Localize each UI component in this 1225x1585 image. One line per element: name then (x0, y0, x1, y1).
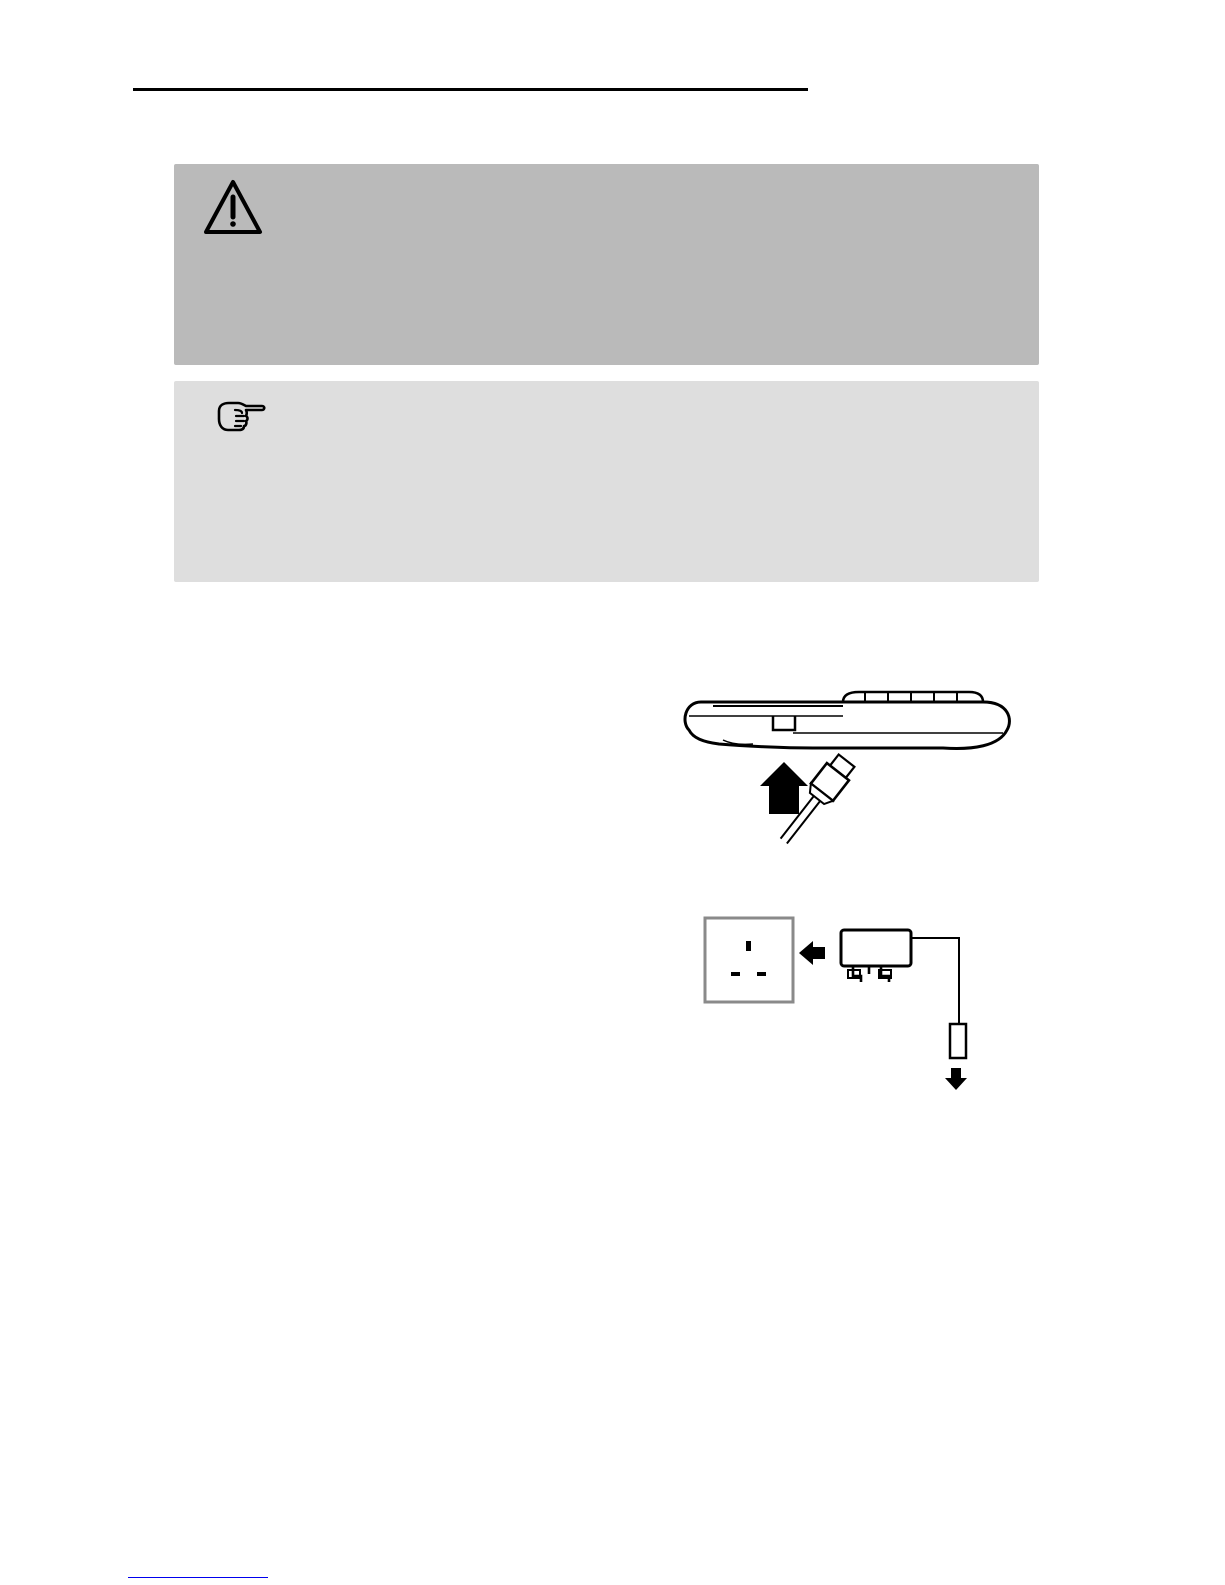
note-panel (174, 381, 1039, 582)
warning-triangle-icon (202, 178, 264, 236)
footnote-link-underline[interactable] (128, 1577, 268, 1578)
warning-panel (174, 164, 1039, 365)
header-rule (133, 88, 808, 91)
pointing-hand-icon (216, 399, 266, 433)
wall-socket-and-adapter-icon (703, 916, 993, 1104)
phone-bottom-with-connector-icon (683, 690, 1013, 858)
